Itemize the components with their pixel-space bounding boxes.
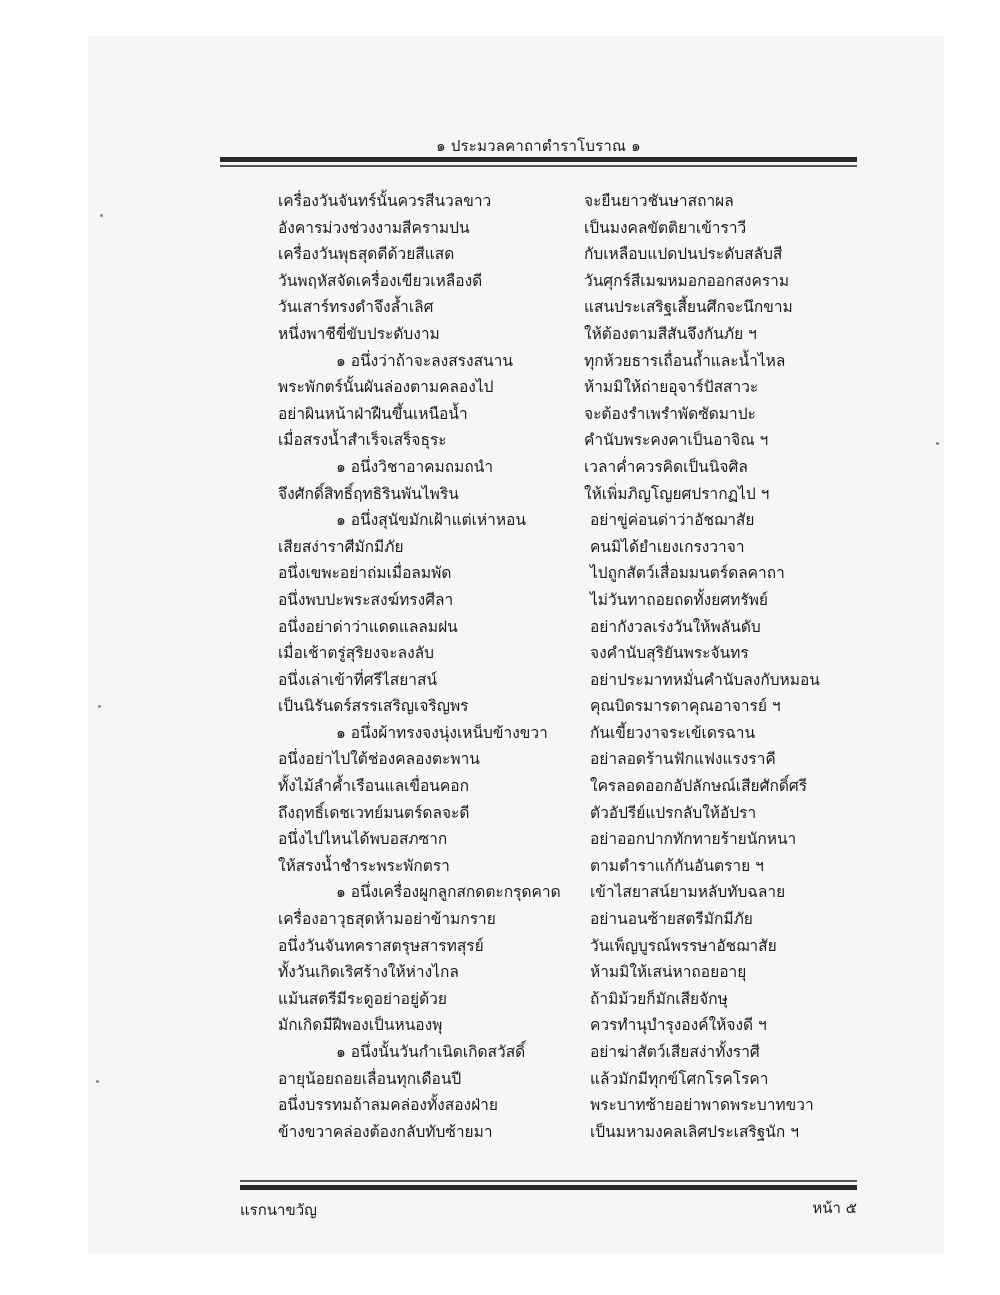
- verse-line: เข้าไสยาสน์ยามหลับทับฉลาย: [590, 883, 786, 902]
- verse-line: หนึ่งพาชีขี่ขับประดับงาม: [278, 324, 440, 343]
- verse-line: เป็นนิรันดร์สรรเสริญเจริญพร: [278, 697, 469, 716]
- verse-line: อย่าออกปากทักทายร้ายนักหนา: [590, 830, 797, 849]
- verse-line: ทั้งไม้ลำค้ำเรือนแลเขื่อนคอก: [278, 777, 469, 796]
- verse-line: อนึ่งวันจันทคราสตรุษสารทสุรย์: [278, 936, 484, 955]
- verse-line: อย่าลอดร้านฟักแฟงแรงราคี: [590, 750, 776, 769]
- verse-line: วันพฤหัสจัดเครื่องเขียวเหลืองดี: [278, 271, 483, 290]
- verse-line: วันเสาร์ทรงดำจึงล้ำเลิศ: [278, 298, 434, 317]
- verse-line: อนึ่งเล่าเข้าที่ศรีไสยาสน์: [278, 670, 438, 689]
- verse-line: คุณบิดรมารดาคุณอาจารย์ ฯ: [590, 697, 781, 716]
- verse-line: อย่าประมาทหมั่นคำนับลงกับหมอน: [590, 670, 820, 689]
- verse-line: ข้างขวาคล่องต้องกลับทับซ้ายมา: [278, 1122, 493, 1141]
- verse-line: ให้ต้องตามสีสันจึงกันภัย ฯ: [584, 324, 757, 343]
- verse-line: ควรทำนุบำรุงองค์ให้จงดี ฯ: [590, 1016, 767, 1035]
- verse-line: ๑ อนึ่งเครื่องผูกลูกสกดตะกรุดคาด: [336, 883, 561, 902]
- verse-line: เครื่องอาวุธสุดห้ามอย่าข้ามกราย: [278, 910, 496, 929]
- verse-line: ทั้งวันเกิดเริศร้างให้ห่างไกล: [278, 963, 459, 982]
- verse-line: แสนประเสริฐเสี้ยนศึกจะนึกขาม: [584, 298, 793, 317]
- verse-line: คนมิได้ยำเยงเกรงวาจา: [590, 537, 745, 556]
- verse-line: ห้ามมิให้เสน่หาถอยอายุ: [590, 963, 747, 982]
- verse-line: ห้ามมิให้ถ่ายอุจาร์ปัสสาวะ: [584, 378, 759, 397]
- verse-line: แล้วมักมีทุกข์โศกโรคโรคา: [590, 1069, 769, 1088]
- verse-line: พระบาทซ้ายอย่าพาดพระบาทขวา: [590, 1096, 814, 1115]
- page-header: ๑ ประมวลคาถาตำราโบราณ ๑: [436, 137, 641, 155]
- verse-line: กันเขี้ยวงาจระเข้เดรฉาน: [590, 723, 756, 742]
- verse-line: ไปถูกสัตว์เสื่อมมนตร์ดลคาถา: [590, 564, 785, 583]
- verse-line: อย่ากังวลเร่งวันให้พลันดับ: [590, 617, 761, 636]
- verse-line: อนึ่งอย่าด่าว่าแดดแลลมฝน: [278, 617, 458, 636]
- verse-line: เสียสง่าราศีมักมีภัย: [278, 537, 404, 556]
- verse-line: จะต้องรำเพรำพัดซัดมาปะ: [584, 404, 756, 423]
- scan-speck: [100, 214, 103, 217]
- verse-line: อนึ่งเขพะอย่าถ่มเมื่อลมพัด: [278, 564, 452, 583]
- verse-line: อายุน้อยถอยเลื่อนทุกเดือนปี: [278, 1069, 462, 1088]
- verse-line: อนึ่งไปไหนได้พบอสภซาก: [278, 830, 448, 849]
- verse-line: ตัวอัปรีย์แปรกลับให้อัปรา: [590, 803, 757, 822]
- verse-line: อย่าผินหน้าฝ่าฝืนขึ้นเหนือน้ำ: [278, 404, 468, 423]
- scan-speck: [936, 442, 939, 445]
- verse-line: เครื่องวันจันทร์นั้นควรสีนวลขาว: [278, 192, 492, 210]
- verse-line: ๑ อนึ่งวิชาอาคมถมถนำ: [336, 457, 494, 476]
- verse-line: วันเพ็ญบูรณ์พรรษาอัชฌาสัย: [590, 936, 777, 955]
- verse-line: ๑ อนึ่งนั้นวันกำเนิดเกิดสวัสดิ์: [336, 1043, 526, 1061]
- verse-line: ไม่วันทาถอยถดทั้งยศทรัพย์: [590, 590, 769, 609]
- verse-line: มักเกิดมีฝีพองเป็นหนองพุ: [278, 1016, 443, 1035]
- verse-line: ให้เพิ่มภิญโญยศปรากฏไป ฯ: [584, 484, 770, 503]
- verse-line: ทุกห้วยธารเถื่อนถ้ำและน้ำไหล: [584, 351, 786, 370]
- verse-line: จะยืนยาวชันษาสถาผล: [584, 192, 734, 210]
- verse-line: อนึ่งบรรทมถ้าลมคล่องทั้งสองฝ่าย: [278, 1096, 498, 1115]
- scan-speck: [98, 705, 101, 708]
- verse-line: ๑ อนึ่งสุนัขมักเฝ้าแต่เห่าหอน: [336, 511, 526, 530]
- verse-line: เวลาค่ำควรคิดเป็นนิจศิล: [584, 457, 748, 476]
- footer-page-number: หน้า ๕: [812, 1199, 857, 1217]
- verse-line: จงคำนับสุริยันพระจันทร: [590, 644, 749, 663]
- verse-line: พระพักตร์นั้นผันล่องตามคลองไป: [278, 378, 494, 397]
- verse-line: เป็นมงคลขัตติยาเข้าราวี: [584, 218, 747, 237]
- verse-line: แม้นสตรีมีระดูอย่าอยู่ด้วย: [278, 989, 447, 1008]
- footer-rule-thin: [240, 1180, 857, 1182]
- header-rule-thin: [220, 165, 857, 167]
- verse-line: ใครลอดออกอัปลักษณ์เสียศักดิ์ศรี: [590, 777, 808, 796]
- verse-line: เมื่อเช้าตรู่สุริยงจะลงลับ: [278, 644, 434, 663]
- verse-line: ถ้ามิม้วยก็มักเสียจักษุ: [590, 989, 728, 1008]
- verse-line: เครื่องวันพุธสุดดีด้วยสีแสด: [278, 245, 455, 264]
- verse-line: อย่านอนซ้ายสตรีมักมีภัย: [590, 910, 753, 929]
- header-rule-thick: [220, 157, 857, 162]
- verse-line: เมื่อสรงน้ำสำเร็จเสร็จธุระ: [278, 431, 447, 450]
- verse-line: คำนับพระคงคาเป็นอาจิณ ฯ: [584, 431, 769, 450]
- verse-line: อย่าขู่ค่อนด่าว่าอัชฌาสัย: [590, 511, 755, 530]
- verse-line: กับเหลือบแปดปนประดับสลับสี: [584, 245, 783, 264]
- verse-line: อนึ่งอย่าไปใต้ช่องคลองตะพาน: [278, 750, 480, 769]
- verse-line: ให้สรงน้ำชำระพระพักตรา: [278, 856, 450, 875]
- verse-line: ถึงฤทธิ์เดชเวทย์มนตร์ดลจะดี: [278, 803, 470, 822]
- verse-line: อนึ่งพบปะพระสงฆ์ทรงศีลา: [278, 590, 454, 609]
- verse-line: ๑ อนึ่งผ้าทรงจงนุ่งเหน็บข้างขวา: [336, 723, 548, 742]
- verse-line: วันศุกร์สีเมฆหมอกออกสงคราม: [584, 271, 790, 290]
- scan-speck: [96, 1080, 99, 1083]
- verse-line: ตามตำราแก้กันอันตราย ฯ: [590, 856, 764, 875]
- right-column: [584, 188, 834, 1145]
- verse-line: อย่าฆ่าสัตว์เสียสง่าทั้งราศี: [590, 1043, 760, 1061]
- verse-line: ๑ อนึ่งว่าถ้าจะลงสรงสนาน: [336, 351, 513, 370]
- left-column: [278, 188, 578, 1145]
- footer-book-title: แรกนาขวัญ: [240, 1201, 317, 1219]
- footer-rule-thick: [240, 1185, 857, 1190]
- verse-line: จึงศักดิ์สิทธิ์ฤทธิรินพันไพริน: [278, 484, 459, 503]
- verse-line: เป็นมหามงคลเลิศประเสริฐนัก ฯ: [590, 1122, 799, 1141]
- verse-line: อังคารม่วงช่วงงามสีครามปน: [278, 218, 470, 237]
